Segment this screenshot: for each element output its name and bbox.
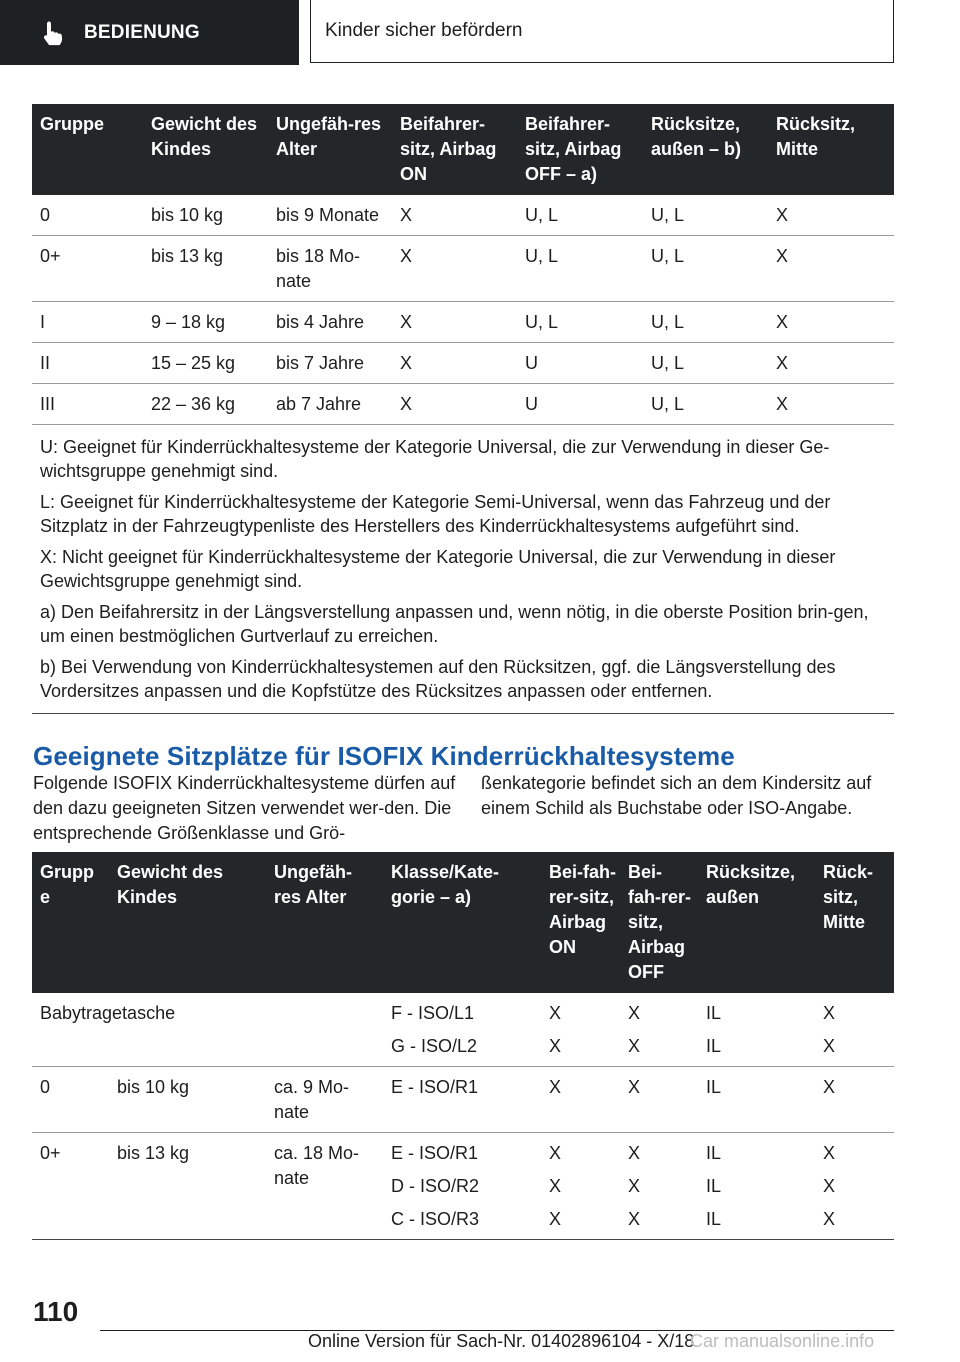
column-header-rear-outer: Rücksitze, außen – b) — [643, 104, 768, 195]
table-cell: X — [768, 236, 894, 302]
page-number: 110 — [33, 1296, 79, 1327]
table-row — [32, 302, 894, 343]
table-cell: U, L — [643, 384, 768, 425]
column-header-group: Grupp e — [32, 852, 109, 993]
table-cell-weight: bis 10 kg — [109, 1067, 266, 1133]
table-row — [32, 195, 894, 236]
column-header-passenger-airbag-off: Beifahrer-sitz, Airbag OFF – a) — [517, 104, 643, 195]
table-cell-age: ca. 9 Mo-nate — [266, 1067, 383, 1133]
table-row — [32, 236, 894, 302]
table-cell: U, L — [643, 195, 768, 236]
column-header-weight: Gewicht des Kindes — [143, 104, 268, 195]
table-cell-airbag-on — [541, 993, 620, 1067]
table-cell-airbag-off — [620, 993, 698, 1067]
value-entry: X — [823, 1003, 836, 1023]
table-cell-classes — [383, 993, 541, 1067]
table-cell: U, L — [643, 343, 768, 384]
table-cell: bis 4 Jahre — [268, 302, 392, 343]
body-text-column-2: ßenkategorie befindet sich an dem Kindersitz auf einem Schild als Buchstabe oder ISO-Angabe. — [481, 773, 872, 818]
table-cell-weight: bis 13 kg — [109, 1133, 266, 1240]
value-entry: IL — [706, 1003, 722, 1023]
table-cell: bis 7 Jahre — [268, 343, 392, 384]
note-semi-universal: L: Geeignet für Kinderrückhaltesysteme der Kategorie Semi-Universal, wenn das Fahrzeug und der Sitzplatz in der Fahrzeugtypenliste des Herstellers des Kinderrückhaltesystems aufgeführt sind. — [40, 492, 831, 536]
table-header-row — [32, 104, 894, 195]
table-cell: bis 9 Monate — [268, 195, 392, 236]
header-section-tab — [0, 0, 299, 65]
note-b: b) Bei Verwendung von Kinderrückhaltesystemen auf den Rücksitzen, ggf. die Längsverstellung des Vordersitzes anpassen und die Kopfstütze des Rücksitzes anpassen oder entfernen. — [40, 657, 836, 701]
note-universal: U: Geeignet für Kinderrückhaltesysteme der Kategorie Universal, die zur Verwendung in dieser Ge-wichtsgruppe genehmigt sind. — [40, 437, 830, 481]
table-cell: U, L — [517, 302, 643, 343]
body-text-column-1: Folgende ISOFIX Kinderrückhaltesysteme dürfen auf den dazu geeigneten Sitzen verwendet wer-den. Die entsprechende Größenklasse und Grö- — [33, 773, 456, 843]
note-not-suitable: X: Nicht geeignet für Kinderrückhaltesysteme der Kategorie Universal, die zur Verwendung in dieser Gewichtsgruppe genehmigt sind. — [40, 547, 836, 591]
column-header-rear-middle: Rücksitz, Mitte — [768, 104, 894, 195]
table-cell: U, L — [517, 236, 643, 302]
class-entry: D - ISO/R2 — [391, 1176, 480, 1196]
table-cell-airbag-on — [541, 1133, 620, 1240]
table-cell: bis 18 Mo-nate — [268, 236, 392, 302]
table-cell: bis 13 kg — [143, 236, 268, 302]
table-cell-airbag-on: X — [541, 1067, 620, 1133]
column-header-weight: Gewicht des Kindes — [109, 852, 266, 993]
hand-pointer-icon — [38, 20, 64, 46]
table-cell-rear-outer — [698, 993, 815, 1067]
value-entry: IL — [706, 1036, 722, 1056]
table-cell: U — [517, 384, 643, 425]
table-cell-rear-outer: IL — [698, 1067, 815, 1133]
class-entry: C - ISO/R3 — [391, 1209, 480, 1229]
value-entry: X — [628, 1003, 641, 1023]
value-entry: X — [628, 1143, 641, 1163]
table-cell-rear-middle: X — [815, 1067, 894, 1133]
table-header-row — [32, 852, 894, 993]
value-entry: IL — [706, 1143, 722, 1163]
table-cell-age: ca. 18 Mo-nate — [266, 1133, 383, 1240]
column-header-group: Gruppe — [32, 104, 143, 195]
table-row — [32, 343, 894, 384]
value-entry: X — [823, 1176, 836, 1196]
value-entry: X — [628, 1209, 641, 1229]
table-cell: X — [392, 302, 517, 343]
child-seat-suitability-table — [32, 104, 894, 714]
table-cell-rear-middle — [815, 993, 894, 1067]
value-entry: X — [823, 1036, 836, 1056]
value-entry: X — [549, 1209, 562, 1229]
table-cell: 0+ — [32, 236, 143, 302]
table-cell: U, L — [517, 195, 643, 236]
table-cell: X — [768, 195, 894, 236]
table-cell: 0 — [32, 195, 143, 236]
header-section-title: BEDIENUNG — [84, 21, 200, 43]
table-cell-group: 0 — [32, 1067, 109, 1133]
column-header-rear-outer: Rücksitze, außen — [698, 852, 815, 993]
value-entry: X — [549, 1003, 562, 1023]
table-cell: X — [768, 302, 894, 343]
table-cell: U, L — [643, 302, 768, 343]
class-entry: G - ISO/L2 — [391, 1036, 478, 1056]
table-cell: 15 – 25 kg — [143, 343, 268, 384]
watermark: Car manualsonline.info — [690, 1331, 875, 1351]
table-cell: 22 – 36 kg — [143, 384, 268, 425]
table-cell: U — [517, 343, 643, 384]
table-cell-classes: E - ISO/R1 — [383, 1067, 541, 1133]
table-cell: X — [768, 343, 894, 384]
table-cell: 9 – 18 kg — [143, 302, 268, 343]
table-cell: X — [392, 343, 517, 384]
isofix-seat-table — [32, 852, 894, 1240]
value-entry: X — [628, 1176, 641, 1196]
note-a: a) Den Beifahrersitz in der Längsverstellung anpassen und, wenn nötig, in die oberste Position brin-gen, um einen bestmöglichen Gurtverlauf zu erreichen. — [40, 602, 869, 646]
table-cell-airbag-off — [620, 1133, 698, 1240]
table-notes-row — [32, 425, 894, 714]
table-cell-group: Babytragetasche — [32, 993, 383, 1067]
table-cell: III — [32, 384, 143, 425]
table-cell-group: 0+ — [32, 1133, 109, 1240]
value-entry: X — [823, 1143, 836, 1163]
table-row — [32, 1133, 894, 1240]
column-header-rear-middle: Rück-sitz, Mitte — [815, 852, 894, 993]
class-entry: E - ISO/R1 — [391, 1143, 479, 1163]
section-heading: Geeignete Sitzplätze für ISOFIX Kinderrückhaltesysteme — [33, 741, 735, 771]
table-cell: II — [32, 343, 143, 384]
value-entry: X — [549, 1143, 562, 1163]
table-cell: U, L — [643, 236, 768, 302]
table-row — [32, 993, 894, 1067]
value-entry: X — [549, 1036, 562, 1056]
value-entry: X — [549, 1176, 562, 1196]
table-cell: X — [392, 195, 517, 236]
table-row — [32, 1067, 894, 1133]
class-entry: F - ISO/L1 — [391, 1003, 475, 1023]
value-entry: X — [823, 1209, 836, 1229]
table-cell-classes — [383, 1133, 541, 1240]
table-row — [32, 384, 894, 425]
table-cell: X — [392, 384, 517, 425]
table-cell: X — [768, 384, 894, 425]
value-entry: X — [628, 1036, 641, 1056]
header-chapter-title: Kinder sicher befördern — [325, 20, 523, 41]
table-cell-rear-outer — [698, 1133, 815, 1240]
column-header-passenger-airbag-off: Bei-fah-rer-sitz, Airbag OFF — [620, 852, 698, 993]
column-header-age: Ungefäh-res Alter — [268, 104, 392, 195]
header-chapter-box — [310, 0, 894, 63]
table-notes — [32, 425, 894, 714]
column-header-passenger-airbag-on: Bei-fah-rer-sitz, Airbag ON — [541, 852, 620, 993]
table-cell: I — [32, 302, 143, 343]
footer-online-version: Online Version für Sach-Nr. 01402896104 - X/18 — [308, 1331, 695, 1351]
table-cell-rear-middle — [815, 1133, 894, 1240]
table-cell: bis 10 kg — [143, 195, 268, 236]
value-entry: IL — [706, 1176, 722, 1196]
column-header-passenger-airbag-on: Beifahrer-sitz, Airbag ON — [392, 104, 517, 195]
table-cell: ab 7 Jahre — [268, 384, 392, 425]
value-entry: IL — [706, 1209, 722, 1229]
table-cell-airbag-off: X — [620, 1067, 698, 1133]
column-header-age: Ungefäh-res Alter — [266, 852, 383, 993]
table-cell: X — [392, 236, 517, 302]
column-header-class: Klasse/Kate-gorie – a) — [383, 852, 541, 993]
